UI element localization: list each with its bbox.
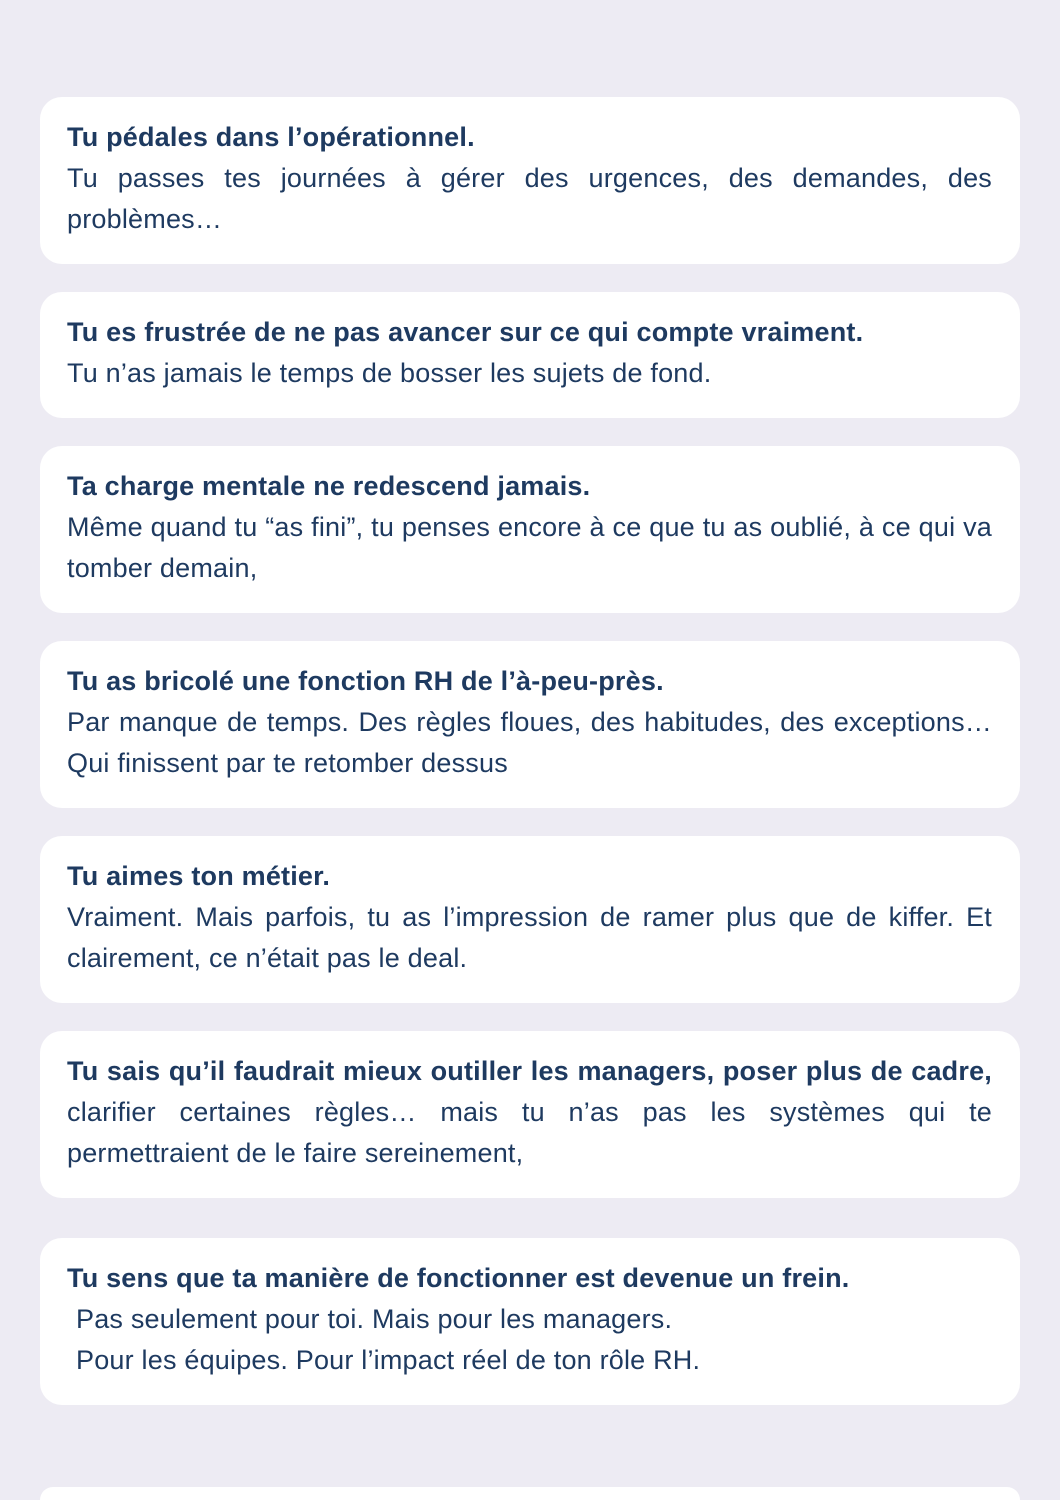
card-body: Vraiment. Mais parfois, tu as l’impression de ramer plus que de kiffer. Et clairement, ce n’était pas le deal.: [67, 902, 992, 973]
card-body: Par manque de temps. Des règles floues, des habitudes, des exceptions…Qui finissent par te retomber dessus: [67, 707, 992, 778]
card-title: Tu pédales dans l’opérationnel.: [67, 122, 475, 152]
pain-point-card-frein: [40, 1238, 1020, 1405]
card-body: Même quand tu “as fini”, tu penses encore à ce que tu as oublié, à ce qui va tomber demain,: [67, 512, 992, 583]
card-title: Ta charge mentale ne redescend jamais.: [67, 471, 591, 501]
next-card-peek: [40, 1487, 1020, 1500]
pain-point-card-metier: [40, 836, 1020, 1003]
card-body: Tu passes tes journées à gérer des urgences, des demandes, des problèmes…: [67, 163, 992, 234]
card-body: clarifier certaines règles… mais tu n’as pas les systèmes qui te permettraient de le faire sereinement,: [67, 1097, 992, 1168]
pain-point-card-operationnel: [40, 97, 1020, 264]
card-title: Tu as bricolé une fonction RH de l’à-peu-près.: [67, 666, 664, 696]
card-body: Tu n’as jamais le temps de bosser les sujets de fond.: [67, 358, 712, 388]
card-title: Tu aimes ton métier.: [67, 861, 331, 891]
pain-point-card-outiller-managers: [40, 1031, 1020, 1198]
pain-point-card-frustree: [40, 292, 1020, 418]
card-paragraph: [67, 1051, 992, 1174]
card-body-line: Pas seulement pour toi. Mais pour les managers.: [76, 1304, 673, 1334]
card-body-line: Pour les équipes. Pour l’impact réel de ton rôle RH.: [76, 1345, 701, 1375]
card-title: Tu es frustrée de ne pas avancer sur ce qui compte vraiment.: [67, 317, 864, 347]
card-title: Tu sais qu’il faudrait mieux outiller les managers, poser plus de cadre,: [67, 1056, 992, 1086]
pain-point-card-fonction-rh: [40, 641, 1020, 808]
card-title: Tu sens que ta manière de fonctionner est devenue un frein.: [67, 1263, 850, 1293]
pain-point-card-charge-mentale: [40, 446, 1020, 613]
